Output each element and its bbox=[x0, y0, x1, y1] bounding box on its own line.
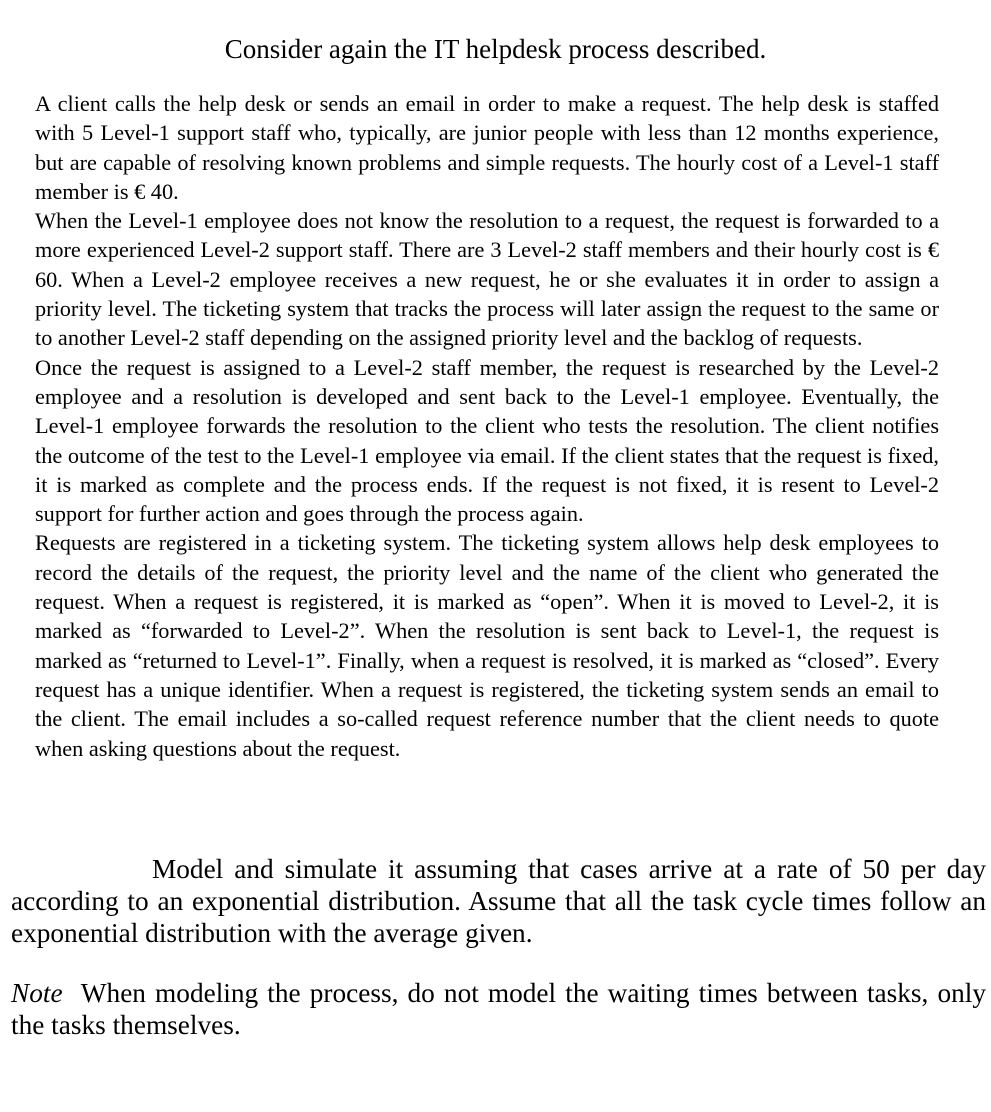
task-instruction bbox=[11, 853, 986, 949]
process-description bbox=[35, 89, 939, 763]
note-label: Note bbox=[11, 978, 63, 1008]
task-text: Model and simulate it assuming that cases arrive at a rate of 50 per day according to an exponential distribution. Assume that all the task cycle times follow an exponential distribution with the average given. bbox=[11, 854, 986, 948]
page-title: Consider again the IT helpdesk process described. bbox=[224, 34, 767, 64]
paragraph-level1-staff: A client calls the help desk or sends an email in order to make a request. The help desk is staffed with 5 Level-1 support staff who, typically, are junior people with less than 12 months experience, but are capable of resolving known problems and simple requests. The hourly cost of a Level-1 staff member is € 40. bbox=[35, 91, 939, 204]
paragraph-ticketing-system: Requests are registered in a ticketing system. The ticketing system allows help desk employees to record the details of the request, the priority level and the name of the client who generated the request. When a request is registered, it is marked as “open”. When it is moved to Level-2, it is marked as “forwarded to Level-2”. When the resolution is sent back to Level-1, the request is marked as “returned to Level-1”. Finally, when a request is resolved, it is marked as “closed”. Every request has a unique identifier. When a request is registered, the ticketing system sends an email to the client. The email includes a so-called request reference number that the client needs to quote when asking questions about the request. bbox=[35, 530, 939, 761]
note-text: When modeling the process, do not model the waiting times between tasks, only the tasks themselves. bbox=[11, 978, 987, 1040]
note-paragraph bbox=[11, 977, 986, 1041]
paragraph-level2-staff: When the Level-1 employee does not know the resolution to a request, the request is forwarded to a more experienced Level-2 support staff. There are 3 Level-2 staff members and their hourly cost is € 60. When a Level-2 employee receives a new request, he or she evaluates it in order to assign a priority level. The ticketing system that tracks the process will later assign the request to the same or to another Level-2 staff depending on the assigned priority level and the backlog of requests. bbox=[35, 208, 939, 351]
paragraph-resolution-flow: Once the request is assigned to a Level-2 staff member, the request is researched by the Level-2 employee and a resolution is developed and sent back to the Level-1 employee. Eventually, the Level-1 employee forwards the resolution to the client who tests the resolution. The client notifies the outcome of the test to the Level-1 employee via email. If the client states that the request is fixed, it is marked as complete and the process ends. If the request is not fixed, it is resent to Level-2 support for further action and goes through the process again. bbox=[35, 354, 939, 527]
